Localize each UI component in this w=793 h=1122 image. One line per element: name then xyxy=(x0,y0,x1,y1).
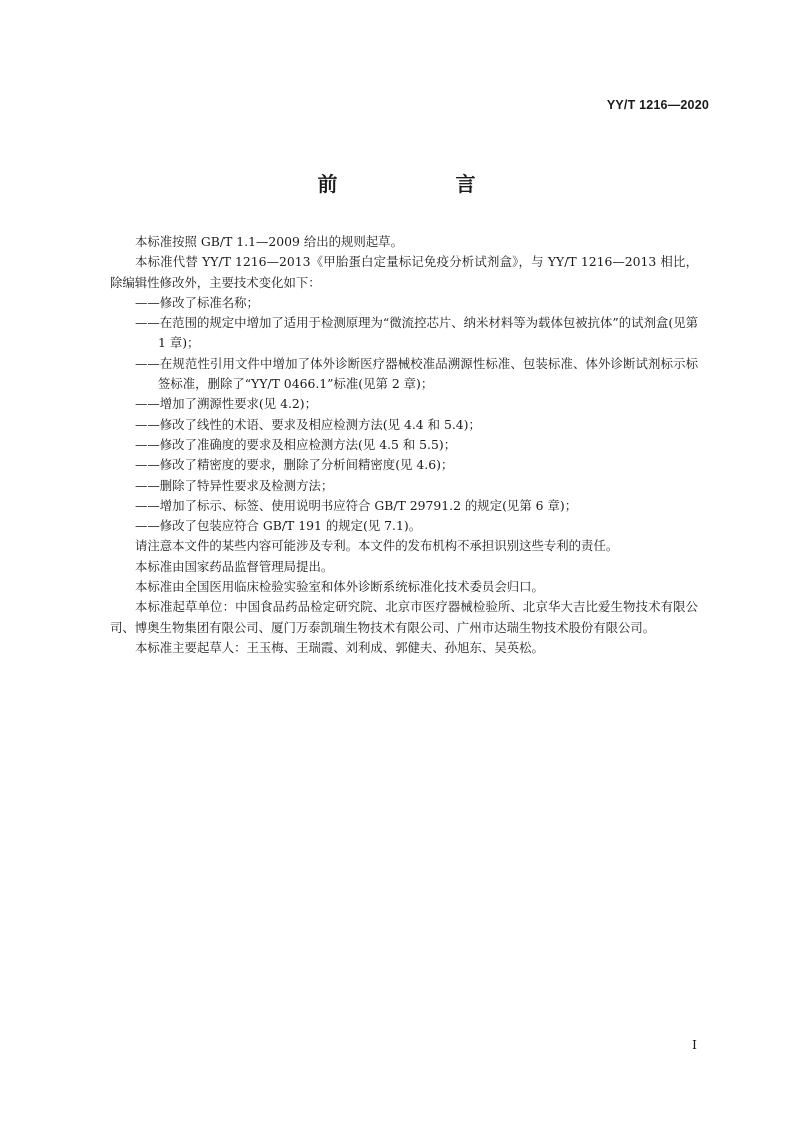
change-item: ——在范围的规定中增加了适用于检测原理为“微流控芯片、纳米材料等为载体包被抗体”的试剂盒(见第 1 章)； xyxy=(135,315,698,351)
change-item: ——修改了包装应符合 GB/T 191 的规定(见 7.1)。 xyxy=(135,518,422,534)
standard-code: YY/T 1216—2020 xyxy=(606,98,709,112)
paragraph-replacement: 本标准代替 YY/T 1216—2013《甲胎蛋白定量标记免疫分析试剂盒》，与 YY/T 1216—2013 相比，除编辑性修改外，主要技术变化如下： xyxy=(110,254,698,290)
page-number: I xyxy=(692,1037,697,1052)
paragraph-centralized-by: 本标准由全国医用临床检验实验室和体外诊断系统标准化技术委员会归口。 xyxy=(135,579,544,595)
paragraph-drafters: 本标准主要起草人：王玉梅、王瑞霞、刘利成、郭健夫、孙旭东、吴英松。 xyxy=(135,639,544,655)
paragraph-drafting-rules: 本标准按照 GB/T 1.1—2009 给出的规则起草。 xyxy=(135,234,403,249)
paragraph-drafting-units: 本标准起草单位：中国食品药品检定研究院、北京市医疗器械检验所、北京华大吉比爱生物技术有限公司、博奥生物集团有限公司、厦门万泰凯瑞生物技术有限公司、广州市达瑞生物技术股份有限公司。 xyxy=(110,599,698,635)
change-item: ——在规范性引用文件中增加了体外诊断医疗器械校准品溯源性标准、包装标准、体外诊断试剂标示标签标准，删除了“YY/T 0466.1”标准(见第 2 章)； xyxy=(135,355,698,392)
change-item: ——增加了标示、标签、使用说明书应符合 GB/T 29791.2 的规定(见第 6 章)； xyxy=(135,497,578,513)
change-item: ——修改了线性的术语、要求及相应检测方法(见 4.4 和 5.4)； xyxy=(135,416,481,432)
page-title: 前 言 xyxy=(317,172,502,196)
paragraph-proposed-by: 本标准由国家药品监督管理局提出。 xyxy=(135,558,334,574)
change-item: ——增加了溯源性要求(见 4.2)； xyxy=(135,396,317,412)
foreword-body xyxy=(110,232,698,658)
change-item: ——修改了精密度的要求，删除了分析间精密度(见 4.6)； xyxy=(135,457,454,473)
paragraph-patent-notice: 请注意本文件的某些内容可能涉及专利。本文件的发布机构不承担识别这些专利的责任。 xyxy=(135,538,619,554)
change-item: ——修改了标准名称； xyxy=(135,294,259,310)
change-item: ——修改了准确度的要求及相应检测方法(见 4.5 和 5.5)； xyxy=(135,436,457,452)
change-item: ——删除了特异性要求及检测方法； xyxy=(135,477,334,493)
